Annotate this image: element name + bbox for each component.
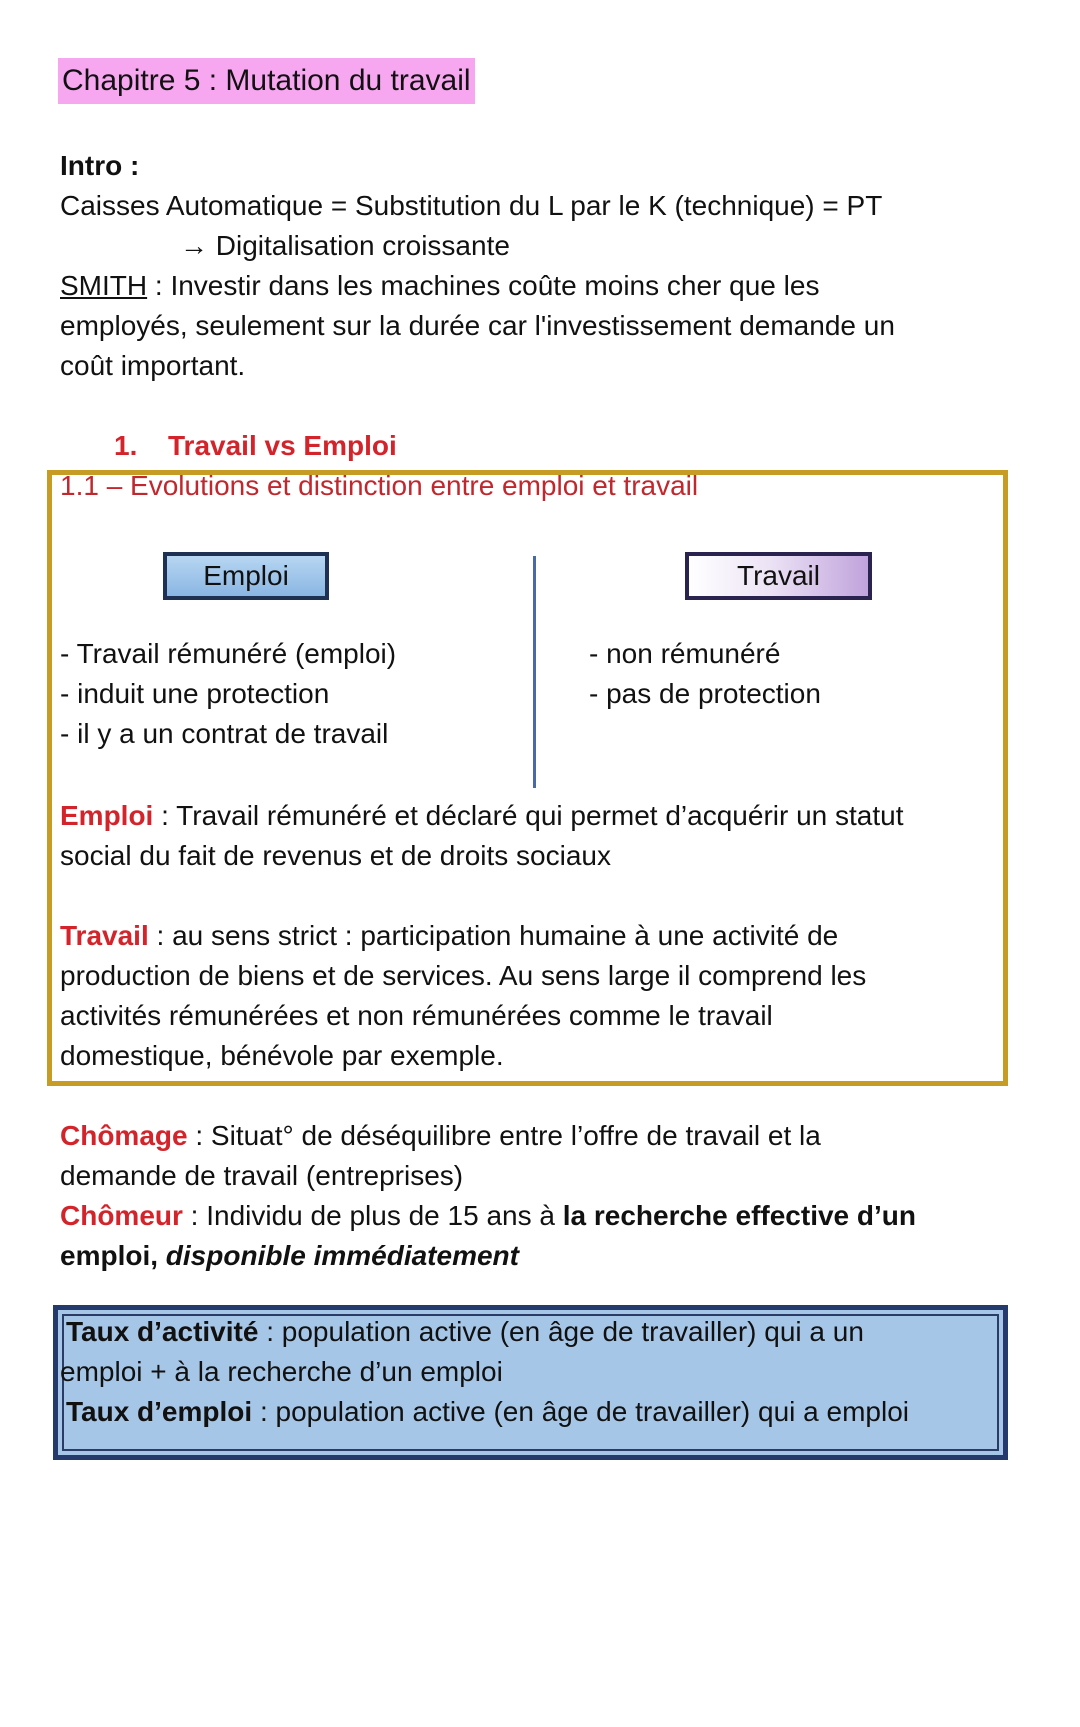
smith-line-2: employés, seulement sur la durée car l'investissement demande un	[60, 310, 895, 341]
smith-name: SMITH	[60, 270, 148, 301]
smith-line-1	[60, 266, 819, 306]
chomeur-line-2	[60, 1236, 519, 1276]
intro-line-1: Caisses Automatique = Substitution du L par le K (technique) = PT	[60, 190, 883, 221]
section-number: 1.	[114, 430, 138, 461]
travail-definition-line-2: production de biens et de services. Au sens large il comprend les	[60, 960, 867, 991]
emploi-definition-line-2: social du fait de revenus et de droits sociaux	[60, 840, 611, 871]
emploi-item-2: - induit une protection	[60, 678, 330, 709]
section-title: Travail vs Emploi	[168, 430, 397, 461]
emploi-term: Emploi	[60, 800, 154, 831]
travail-definition-line-1	[60, 916, 838, 956]
chomeur-bold-italic: disponible immédiatement	[165, 1240, 519, 1271]
travail-item-2: - pas de protection	[589, 678, 821, 709]
taux-activite-line-2: emploi + à la recherche d’un emploi	[60, 1356, 503, 1387]
chomeur-line-1	[60, 1196, 916, 1236]
intro-line-2-text: Digitalisation croissante	[215, 230, 510, 261]
smith-line-3: coût important.	[60, 350, 246, 381]
smith-text-1: : Investir dans les machines coûte moins cher que les	[147, 270, 820, 301]
taux-activite-text-1: : population active (en âge de travailler) qui a un	[258, 1316, 864, 1347]
chomage-line-2: demande de travail (entreprises)	[60, 1160, 464, 1191]
taux-activite-term: Taux d’activité	[66, 1316, 259, 1347]
chomage-line-1	[60, 1116, 821, 1156]
travail-definition-text-1: : au sens strict : participation humaine à une activité de	[148, 920, 839, 951]
emploi-item-1: - Travail rémunéré (emploi)	[60, 638, 397, 669]
arrow-icon: →	[180, 230, 208, 261]
chomeur-term: Chômeur	[60, 1200, 183, 1231]
travail-item-1: - non rémunéré	[589, 638, 781, 669]
travail-term: Travail	[60, 920, 149, 951]
chomeur-text-1: : Individu de plus de 15 ans à	[182, 1200, 563, 1231]
chomeur-bold-2: emploi,	[60, 1240, 159, 1271]
travail-definition-line-4: domestique, bénévole par exemple.	[60, 1040, 504, 1071]
travail-label-box: Travail	[685, 552, 872, 600]
emploi-label-box: Emploi	[163, 552, 329, 600]
chomeur-bold-1: la recherche effective d’un	[562, 1200, 916, 1231]
taux-emploi-term: Taux d’emploi	[66, 1396, 253, 1427]
intro-heading: Intro :	[60, 150, 140, 181]
taux-activite-line-1	[66, 1312, 864, 1352]
column-divider	[533, 556, 536, 788]
taux-emploi-text: : population active (en âge de travailler) qui a emploi	[252, 1396, 909, 1427]
emploi-item-3: - il y a un contrat de travail	[60, 718, 389, 749]
chomage-term: Chômage	[60, 1120, 188, 1151]
emploi-definition-line-1	[60, 796, 904, 836]
chomage-text-1: : Situat° de déséquilibre entre l’offre de travail et la	[187, 1120, 821, 1151]
subsection-title: 1.1 – Evolutions et distinction entre emploi et travail	[60, 470, 699, 501]
emploi-definition-text-1: : Travail rémunéré et déclaré qui permet d’acquérir un statut	[153, 800, 904, 831]
travail-definition-line-3: activités rémunérées et non rémunérées comme le travail	[60, 1000, 773, 1031]
taux-emploi-line	[66, 1392, 909, 1432]
page-title: Chapitre 5 : Mutation du travail	[58, 58, 475, 104]
intro-line-2	[180, 226, 510, 266]
